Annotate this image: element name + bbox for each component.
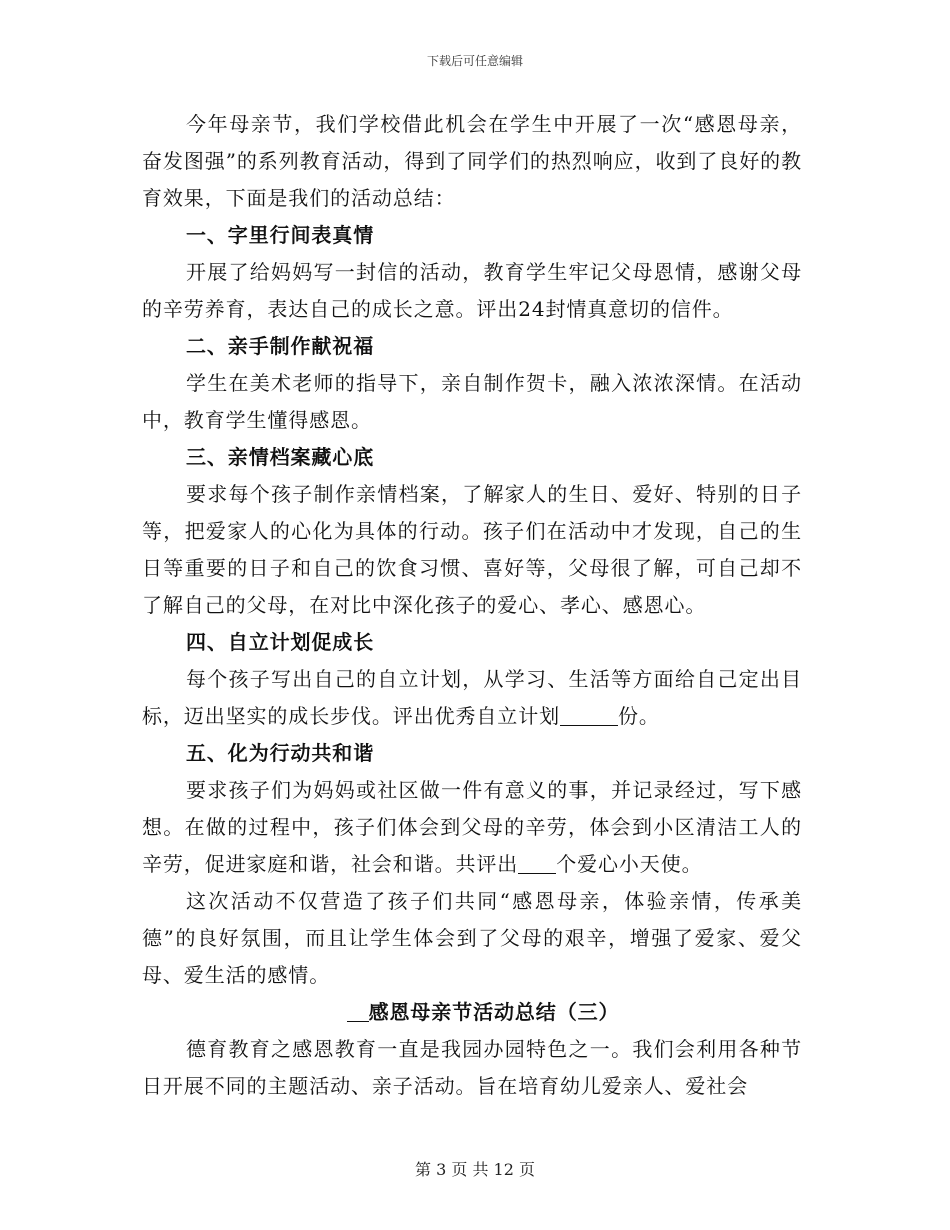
section-5-body: [142, 772, 802, 883]
section-4-body: [142, 661, 802, 735]
document-body: [142, 106, 802, 1105]
section-1-body: 开展了给妈妈写一封信的活动，教育学生牢记父母恩情，感谢父母的辛劳养育，表达自己的成长之意。评出24封情真意切的信件。: [142, 260, 802, 321]
section-3-body: 要求每个孩子制作亲情档案，了解家人的生日、爱好、特别的日子等，把爱家人的心化为具体的行动。孩子们在活动中才发现，自己的生日等重要的日子和自己的饮食习惯、喜好等，父母很了解，可自己却不了解自己的父母，在对比中深化孩子的爱心、孝心、感恩心。: [142, 482, 802, 617]
next-section-intro: 德育教育之感恩教育一直是我园办园特色之一。我们会利用各种节日开展不同的主题活动、亲子活动。旨在培育幼儿爱亲人、爱社会: [142, 1037, 802, 1098]
conclusion-paragraph: 这次活动不仅营造了孩子们共同“感恩母亲，体验亲情，传承美德”的良好氛围，而且让学生体会到了父母的艰辛，增强了爱家、爱父母、爱生活的感情。: [142, 889, 802, 987]
section-3-heading: 三、亲情档案藏心底: [186, 445, 375, 469]
fill-in-blank: [560, 705, 618, 726]
section-2-body: 学生在美术老师的指导下，亲自制作贺卡，融入浓浓深情。在活动中，教育学生懂得感恩。: [142, 371, 802, 432]
section-5-body-text: 要求孩子们为妈妈或社区做一件有意义的事，并记录经过，写下感想。在做的过程中，孩子们体会到父母的辛劳，体会到小区清洁工人的辛劳，促进家庭和谐，社会和谐。共评出: [142, 778, 802, 876]
intro-paragraph: 今年母亲节，我们学校借此机会在学生中开展了一次“感恩母亲，奋发图强”的系列教育活动，得到了同学们的热烈响应，收到了良好的教育效果，下面是我们的活动总结：: [142, 112, 802, 210]
section-4-body-text: 每个孩子写出自己的自立计划，从学习、生活等方面给自己定出目标，迈出坚实的成长步伐。评出优秀自立计划: [142, 667, 802, 728]
section-1-heading: 一、字里行间表真情: [186, 223, 375, 247]
section-5-body-tail: 个爱心小天使。: [556, 852, 703, 876]
section-5-heading: 五、化为行动共和谐: [186, 741, 375, 765]
next-section-title: [142, 994, 802, 1031]
fill-in-blank: [518, 853, 556, 874]
next-section-title-text: 感恩母亲节活动总结（三）: [368, 1000, 620, 1024]
page-header: 下载后可任意编辑: [426, 54, 523, 68]
section-4-body-tail: 份。: [618, 704, 660, 728]
section-4-heading: 四、自立计划促成长: [186, 630, 375, 654]
title-blank: [347, 1001, 369, 1022]
page-footer: 第 3 页 共 12 页: [415, 1160, 535, 1179]
section-2-heading: 二、亲手制作献祝福: [186, 334, 375, 358]
